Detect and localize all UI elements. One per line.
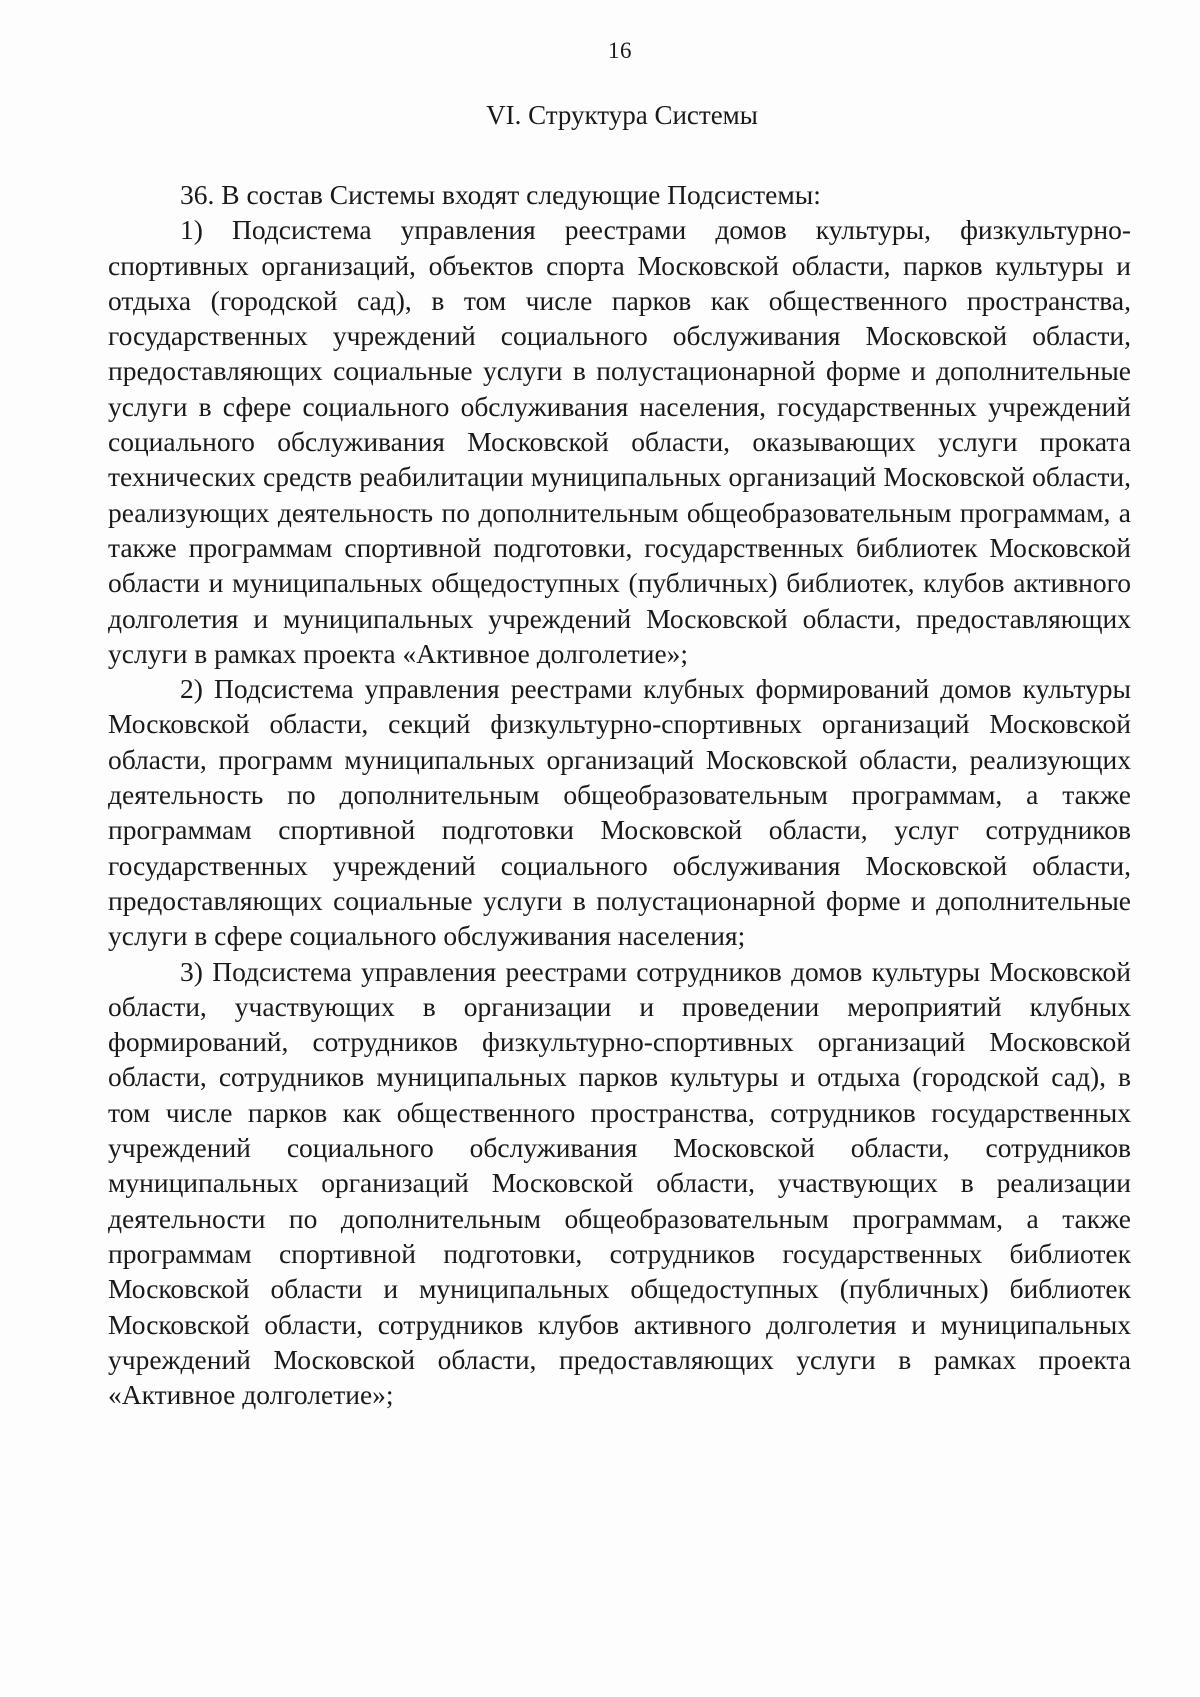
subsystem-item-2: 2) Подсистема управления реестрами клубных формирований домов культуры Московской области, секций физкультурно-спортивных организаций Московской области, программ муниципальных организаций Московской области, реализующих деятельность по дополнительным общеобразовательным программам, а также программам спортивной подготовки Московской области, услуг сотрудников государственных учреждений социального обслуживания Московской области, предоставляющих социальные услуги в полустационарной форме и дополнительные услуги в сфере социального обслуживания населения; xyxy=(108,673,1131,952)
subsystem-item-1: 1) Подсистема управления реестрами домов культуры, физкультурно-спортивных организаций, объектов спорта Московской области, парков культуры и отдыха (городской сад), в том числе парков как общественного пространства, государственных учреждений социального обслуживания Московской области, предоставляющих социальные услуги в полустационарной форме и дополнительные услуги в сфере социального обслуживания населения, государственных учреждений социального обслуживания Московской области, оказывающих услуги проката технических средств реабилитации муниципальных организаций Московской области, реализующих деятельность по дополнительным общеобразовательным программам, а также программам спортивной подготовки, государственных библиотек Московской области и муниципальных общедоступных (публичных) библиотек, клубов активного долголетия и муниципальных учреждений Московской области, предоставляющих услуги в рамках проекта «Активное долголетие»; xyxy=(108,214,1131,669)
subsystem-item-3: 3) Подсистема управления реестрами сотрудников домов культуры Московской области, участвующих в организации и проведении мероприятий клубных формирований, сотрудников физкультурно-спортивных организаций Московской области, сотрудников муниципальных парков культуры и отдыха (городской сад), в том числе парков как общественного пространства, сотрудников государственных учреждений социального обслуживания Московской области, сотрудников муниципальных организаций Московской области, участвующих в реализации деятельности по дополнительным общеобразовательным программам, а также программам спортивной подготовки, сотрудников государственных библиотек Московской области и муниципальных общедоступных (публичных) библиотек Московской области, сотрудников клубов активного долголетия и муниципальных учреждений Московской области, предоставляющих услуги в рамках проекта «Активное долголетие»; xyxy=(108,955,1131,1411)
document-body xyxy=(108,177,1131,1412)
page-number: 16 xyxy=(608,38,632,63)
intro-paragraph: 36. В состав Системы входят следующие Подсистемы: xyxy=(180,179,821,210)
section-title: VI. Структура Системы xyxy=(486,100,758,130)
